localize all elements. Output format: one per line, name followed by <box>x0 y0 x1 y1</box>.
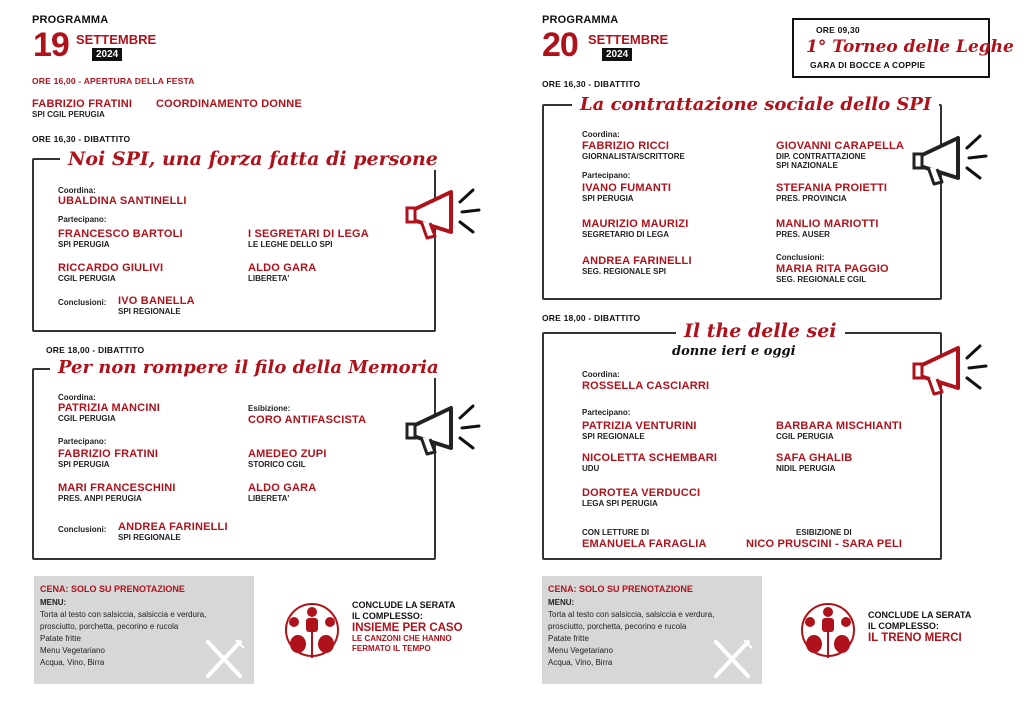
person <box>776 420 902 441</box>
person-role: SPI PERUGIA <box>58 240 110 249</box>
conclude-line1: CONCLUDE LA SERATA <box>352 600 456 610</box>
band-sub1: LE CANZONI CHE HANNO <box>352 634 452 643</box>
coord-person <box>582 140 685 161</box>
part-label: Partecipano: <box>58 437 107 446</box>
person <box>248 482 316 503</box>
person-name: BARBARA MISCHIANTI <box>776 420 903 432</box>
person-role: SPI NAZIONALE <box>776 161 838 170</box>
day-number: 19 <box>33 26 69 64</box>
concl-person <box>118 295 195 316</box>
megaphone-icon <box>912 336 994 404</box>
person-name: PATRIZIA MANCINI <box>58 402 160 414</box>
person <box>582 218 688 239</box>
person <box>582 487 700 508</box>
person-name: DOROTEA VERDUCCI <box>582 487 701 499</box>
person-role: CGIL PERUGIA <box>58 414 116 423</box>
coord-label: Coordina: <box>58 393 96 402</box>
coord-name: UBALDINA SANTINELLI <box>58 195 187 207</box>
person <box>776 182 887 203</box>
cena-title: CENA: SOLO SU PRENOTAZIONE <box>40 584 185 594</box>
person-name: FABRIZIO FRATINI <box>58 448 159 460</box>
person-role: CGIL PERUGIA <box>58 274 116 283</box>
event2-time: ORE 18,00 - DIBATTITO <box>46 345 145 355</box>
concl-person <box>776 263 889 284</box>
cena-panel <box>34 576 254 684</box>
year-badge: 2024 <box>602 48 632 61</box>
month-label: SETTEMBRE <box>76 32 157 47</box>
person <box>582 255 692 276</box>
person-name: FABRIZIO FRATINI <box>32 98 133 110</box>
person-role: LE LEGHE DELLO SPI <box>248 240 333 249</box>
person-name: GIOVANNI CARAPELLA <box>776 140 905 152</box>
event2-subtitle: donne ieri e oggi <box>672 344 796 359</box>
person-name: FABRIZIO RICCI <box>582 140 670 152</box>
band-icon <box>794 600 862 662</box>
person <box>776 452 852 473</box>
person-name: I SEGRETARI DI LEGA <box>248 228 369 240</box>
person <box>248 228 369 249</box>
event1-title: Noi SPI, una forza fatta di persone <box>60 148 446 170</box>
megaphone-icon <box>912 126 994 194</box>
menu-line: Patate fritte <box>548 634 589 643</box>
event1-title: La contrattazione sociale dello SPI <box>572 94 939 115</box>
person-role: SPI REGIONALE <box>582 432 645 441</box>
person-role: NIDIL PERUGIA <box>776 464 836 473</box>
day-number: 20 <box>542 26 578 64</box>
exhib-label: Esibizione: <box>248 404 291 413</box>
menu-label: MENU: <box>548 598 575 607</box>
event2-time: ORE 18,00 - DIBATTITO <box>542 313 641 323</box>
person-role: SEGRETARIO DI LEGA <box>582 230 669 239</box>
coord-label: Coordina: <box>582 370 620 379</box>
person-name: MARI FRANCESCHINI <box>58 482 176 494</box>
concl-label: Conclusioni: <box>58 525 107 534</box>
person-name: COORDINAMENTO DONNE <box>156 98 302 110</box>
person <box>582 182 671 203</box>
cutlery-icon <box>202 636 248 680</box>
event1-time: ORE 16,30 - DIBATTITO <box>542 79 641 89</box>
person <box>58 448 158 469</box>
conclude-block <box>868 610 971 644</box>
megaphone-icon <box>405 396 487 464</box>
concl-person <box>118 521 228 542</box>
person-name: RICCARDO GIULIVI <box>58 262 164 274</box>
letture-name: EMANUELA FARAGLIA <box>582 538 707 550</box>
part-label: Partecipano: <box>582 408 631 417</box>
part-label: Partecipano: <box>582 171 631 180</box>
person-name: SAFA GHALIB <box>776 452 853 464</box>
person <box>776 218 879 239</box>
person <box>582 420 697 441</box>
person-role: SPI PERUGIA <box>582 194 634 203</box>
menu-list <box>548 609 714 669</box>
person-role: SPI REGIONALE <box>118 307 181 316</box>
event2-title: Il the delle sei <box>676 320 845 342</box>
menu-line: Acqua, Vino, Birra <box>548 658 613 667</box>
esib-name: NICO PRUSCINI - SARA PELI <box>746 538 903 550</box>
conclude-line1: CONCLUDE LA SERATA <box>868 610 972 620</box>
menu-line: Menu Vegetariano <box>548 646 613 655</box>
open-person-2 <box>156 98 302 110</box>
letture-label: CON LETTURE DI <box>582 528 650 537</box>
apertura-time: ORE 16,00 - APERTURA DELLA FESTA <box>32 76 195 86</box>
person-name: IVO BANELLA <box>118 295 195 307</box>
person-name: IVANO FUMANTI <box>582 182 672 194</box>
conclude-block <box>352 600 463 654</box>
concl-label: Conclusioni: <box>58 298 107 307</box>
exhib-name: CORO ANTIFASCISTA <box>248 414 367 426</box>
menu-line: Menu Vegetariano <box>40 646 105 655</box>
person-role: DIP. CONTRATTAZIONE <box>776 152 866 161</box>
torneo-time: ORE 09,30 <box>816 25 860 35</box>
torneo-box <box>792 18 1014 78</box>
person-role: PRES. AUSER <box>776 230 830 239</box>
person-name: AMEDEO ZUPI <box>248 448 327 460</box>
person-role: STORICO CGIL <box>248 460 306 469</box>
person <box>248 448 327 469</box>
cena-title: CENA: SOLO SU PRENOTAZIONE <box>548 584 693 594</box>
menu-line: Acqua, Vino, Birra <box>40 658 105 667</box>
event2-title: Per non rompere il filo della Memoria <box>50 357 447 378</box>
person-name: MARIA RITA PAGGIO <box>776 263 889 275</box>
person-name: ANDREA FARINELLI <box>582 255 692 267</box>
open-person-1 <box>32 98 132 119</box>
event1-time: ORE 16,30 - DIBATTITO <box>32 134 131 144</box>
event2-frame <box>542 332 942 560</box>
person <box>248 262 316 283</box>
person-role: SPI CGIL PERUGIA <box>32 110 105 119</box>
person-role: PRES. ANPI PERUGIA <box>58 494 142 503</box>
programma-label: PROGRAMMA <box>542 14 619 26</box>
cena-panel <box>542 576 762 684</box>
person-name: MAURIZIO MAURIZI <box>582 218 689 230</box>
person-role: LIBERETA' <box>248 494 290 503</box>
band-sub2: FERMATO IL TEMPO <box>352 644 431 653</box>
person-role: LEGA SPI PERUGIA <box>582 499 658 508</box>
person <box>58 262 163 283</box>
menu-label: MENU: <box>40 598 67 607</box>
concl-label: Conclusioni: <box>776 253 825 262</box>
cutlery-icon <box>710 636 756 680</box>
programma-label: PROGRAMMA <box>32 14 109 26</box>
menu-line: Patate fritte <box>40 634 81 643</box>
conclude-line2: IL COMPLESSO: <box>352 611 423 621</box>
menu-list <box>40 609 206 669</box>
menu-line: Torta al testo con salsiccia, salsiccia e verdura, <box>548 610 715 619</box>
month-label: SETTEMBRE <box>588 32 669 47</box>
menu-line: prosciutto, porchetta, pecorino e rucola <box>40 622 179 631</box>
person-name: ALDO GARA <box>248 482 317 494</box>
menu-line: Torta al testo con salsiccia, salsiccia e verdura, <box>40 610 207 619</box>
person-role: LIBERETA' <box>248 274 290 283</box>
person-role: SEG. REGIONALE CGIL <box>776 275 867 284</box>
person <box>776 140 904 170</box>
person-name: STEFANIA PROIETTI <box>776 182 888 194</box>
megaphone-icon <box>405 180 487 248</box>
coord-label: Coordina: <box>582 130 620 139</box>
coord-person <box>58 402 160 423</box>
person-role: UDU <box>582 464 600 473</box>
person-role: PRES. PROVINCIA <box>776 194 847 203</box>
person-name: FRANCESCO BARTOLI <box>58 228 183 240</box>
coord-name: ROSSELLA CASCIARRI <box>582 380 710 392</box>
esib-label: ESIBIZIONE DI <box>796 528 852 537</box>
torneo-title: 1° Torneo delle Leghe <box>806 37 1014 57</box>
person-role: SEG. REGIONALE SPI <box>582 267 667 276</box>
person-role: SPI PERUGIA <box>58 460 110 469</box>
part-label: Partecipano: <box>58 215 107 224</box>
menu-line: prosciutto, porchetta, pecorino e rucola <box>548 622 687 631</box>
band-icon <box>278 600 346 662</box>
person-name: MANLIO MARIOTTI <box>776 218 879 230</box>
person <box>58 228 183 249</box>
band-name: INSIEME PER CASO <box>352 622 463 634</box>
torneo-sub: GARA DI BOCCE A COPPIE <box>810 60 926 70</box>
person-name: NICOLETTA SCHEMBARI <box>582 452 718 464</box>
person-name: PATRIZIA VENTURINI <box>582 420 697 432</box>
conclude-line2: IL COMPLESSO: <box>868 621 939 631</box>
year-badge: 2024 <box>92 48 122 61</box>
person-role: CGIL PERUGIA <box>776 432 834 441</box>
band-name: IL TRENO MERCI <box>868 632 962 644</box>
person-role: SPI REGIONALE <box>118 533 181 542</box>
person <box>58 482 176 503</box>
person-name: ANDREA FARINELLI <box>118 521 228 533</box>
person <box>582 452 717 473</box>
coord-label: Coordina: <box>58 186 96 195</box>
person-name: ALDO GARA <box>248 262 317 274</box>
person-role: GIORNALISTA/SCRITTORE <box>582 152 685 161</box>
